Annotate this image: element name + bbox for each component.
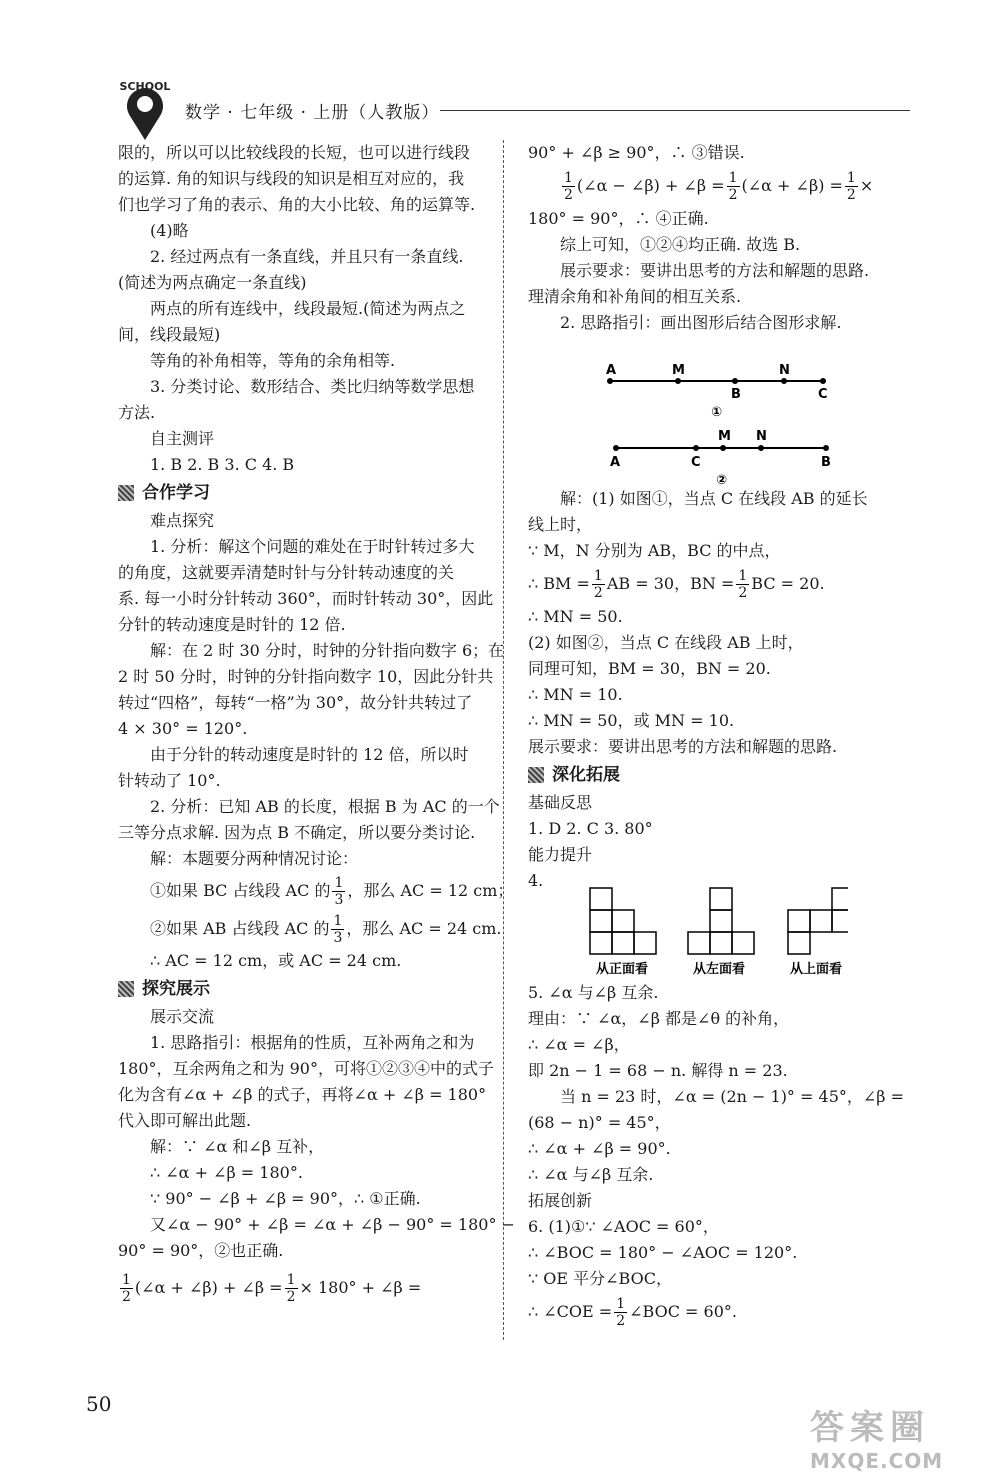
svg-text:C: C [691,455,701,470]
text-line: ∴ ∠α = ∠β， [528,1035,630,1054]
text-line: 2. 经过两点有一条直线，并且只有一条直线. [150,247,464,266]
text-line: 90° + ∠β ≥ 90°，∴ ③错误. [528,143,745,162]
text-line: ∴ ∠α + ∠β = 180°. [150,1163,303,1182]
svg-text:A: A [606,363,617,378]
text-line: 理清余角和补角间的相互关系. [528,287,742,306]
svg-text:M: M [718,429,731,444]
text-line: 6. (1)①∵ ∠AOC = 60°， [528,1217,719,1236]
text-line: ∴ MN = 50，或 MN = 10. [528,711,735,730]
view-label-front: 从正面看 [596,962,649,977]
text-line: ∴ ∠α + ∠β = 90°. [528,1139,671,1158]
text-line: 综上可知，①②④均正确. 故选 B. [560,235,801,254]
formula-line: ①如果 BC 占线段 AC 的 $\frac{1}{3}$ ，那么 AC = 12 cm； [150,875,514,908]
text-line: 解：(1) 如图①，当点 C 在线段 AB 的延长 [560,489,868,508]
section-marker-icon [118,485,134,501]
svg-text:①: ① [711,405,723,420]
text-line: 2 时 50 分时，时钟的分针指向数字 10，因此分针共 [118,667,494,686]
text-line: 线上时， [528,515,593,534]
section-heading-hezuo: 合作学习 [118,480,493,506]
text-line: 代入即可解出此题. [118,1111,252,1130]
subheading: 展示交流 [150,1007,215,1026]
text-line: 又∠α − 90° + ∠β = ∠α + ∠β − 90° = 180° − [150,1215,515,1234]
text-line: 4 × 30° = 120°. [118,719,248,738]
text-line: 的角度，这就要弄清楚时针与分针转动速度的关 [118,563,455,582]
text-line: 同理可知，BM = 30，BN = 20. [528,659,771,678]
subheading: 能力提升 [528,845,593,864]
fraction: $\frac{1}{2}$ [122,1272,131,1305]
left-column [118,140,515,1308]
subheading: 基础反思 [528,793,593,812]
text-line: 们也学习了角的表示、角的大小比较、角的运算等. [118,195,476,214]
text-line: 分针的转动速度是时针的 12 倍. [118,615,346,634]
text-line: 转过“四格”，每转“一格”为 30°，故分针共转过了 [118,693,473,712]
text-line: 的运算. 角的知识与线段的知识是相互对应的，我 [118,169,465,188]
text-line: ∴ ∠α 与∠β 互余. [528,1165,654,1184]
watermark: 答案圈 MXQE.COM [810,1408,944,1473]
text-line: 即 2n − 1 = 68 − n. 解得 n = 23. [528,1061,788,1080]
text-line: 90° = 90°，②也正确. [118,1241,284,1260]
text-line: 等角的补角相等，等角的余角相等. [150,351,396,370]
svg-text:A: A [610,455,621,470]
text-line: 2. 分析：已知 AB 的长度，根据 B 为 AC 的一个 [150,797,500,816]
text-line: 方法. [118,403,156,422]
text-line: 180°，互余两角之和为 90°，可将①②③④中的式子 [118,1059,494,1078]
text-line: 解：∵ ∠α 和∠β 互补， [150,1137,325,1156]
text-line: 4. [528,871,544,890]
text-line: ∴ MN = 10. [528,685,623,704]
answer-line: 1. B 2. B 3. C 4. B [150,455,295,474]
subheading: 难点探究 [150,511,215,530]
figure-1 [606,363,828,420]
text-line: ∴ ∠BOC = 180° − ∠AOC = 120°. [528,1243,798,1262]
header-title: 数学 · 七年级 · 上册（人教版） [185,103,440,123]
text-line: 当 n = 23 时，∠α = (2n − 1)° = 45°，∠β = [560,1087,905,1106]
subheading: 自主测评 [150,429,215,448]
text-line: 间，线段最短) [118,325,221,344]
formula-line: ∴ BM = $\frac{1}{2}$ AB = 30，BN = $\frac{1}{2}$ BC = 20. [528,568,825,601]
text-line: (68 − n)° = 45°， [528,1113,671,1132]
text-line: (简述为两点确定一条直线) [118,273,307,292]
text-line: ∵ 90° − ∠β + ∠β = 90°，∴ ①正确. [150,1189,421,1208]
svg-text:N: N [756,429,767,444]
svg-text:SCHOOL: SCHOOL [119,80,171,93]
left-view [688,888,754,954]
text-line: 1. 分析：解这个问题的难处在于时针转过多大 [150,537,475,556]
view-label-left: 从左面看 [693,962,746,977]
subheading: 拓展创新 [528,1191,593,1210]
formula-line: ∴ ∠COE = $\frac{1}{2}$ ∠BOC = 60°. [528,1296,737,1329]
top-view [788,888,848,954]
fraction: $\frac{1}{3}$ [333,913,343,946]
text-line: 系. 每一小时分针转动 360°，而时针转动 30°，因此 [118,589,494,608]
text-line: (4)略 [150,221,189,240]
text-line: 180° = 90°，∴ ④正确. [528,209,709,228]
formula-line: $\frac{1}{2}$ (∠α − ∠β) + ∠β = $\frac{1}{2}$ (∠α + ∠β) = $\frac{1}{2}$ × [564,170,874,203]
text-line: 由于分针的转动速度是时针的 12 倍，所以时 [150,745,469,764]
text-line: ∵ OE 平分∠BOC， [528,1269,672,1288]
text-line: ∴ AC = 12 cm，或 AC = 24 cm. [150,951,402,970]
svg-text:M: M [672,363,685,378]
text-line: 5. ∠α 与∠β 互余. [528,983,659,1002]
front-view [590,888,656,954]
svg-text:B: B [731,387,741,402]
text-line: 针转动了 10°. [118,771,221,790]
view-label-top: 从上面看 [790,962,843,977]
svg-text:②: ② [716,473,728,486]
text-line: 展示要求：要讲出思考的方法和解题的思路. [560,261,870,280]
text-line: 限的，所以可以比较线段的长短，也可以进行线段 [118,143,471,162]
fraction: $\frac{1}{2}$ [564,170,573,203]
svg-text:B: B [821,455,831,470]
text-line: 化为含有∠α + ∠β 的式子，再将∠α + ∠β = 180° [118,1085,487,1104]
formula-line: $\frac{1}{2}$ (∠α + ∠β) + ∠β = $\frac{1}{2}$ × 180° + ∠β = [122,1272,422,1305]
column-divider [503,140,504,1340]
section-marker-icon [528,767,544,783]
fraction: $\frac{1}{3}$ [334,875,344,908]
text-line: (2) 如图②，当点 C 在线段 AB 上时， [528,633,804,652]
text-line: 三等分点求解. 因为点 B 不确定，所以要分类讨论. [118,823,476,842]
formula-line: ②如果 AB 占线段 AC 的 $\frac{1}{3}$ ，那么 AC = 24 cm. [150,913,502,946]
svg-text:C: C [818,387,828,402]
text-line: 1. 思路指引：根据角的性质，互补两角之和为 [150,1033,475,1052]
answer-line: 1. D 2. C 3. 80° [528,819,653,838]
segment-figures [598,336,898,486]
fraction: $\frac{1}{2}$ [846,170,856,203]
fraction: $\frac{1}{2}$ [738,568,748,601]
text-line: 解：在 2 时 30 分时，时钟的分针指向数字 6；在 [150,641,505,660]
fraction: $\frac{1}{2}$ [728,170,738,203]
text-line: 两点的所有连线中，线段最短.(简述为两点之 [150,299,466,318]
page-header [110,78,910,148]
text-line: ∵ M，N 分别为 AB，BC 的中点， [528,541,781,560]
text-line: 解：本题要分两种情况讨论： [150,849,359,868]
text-line: 理由：∵ ∠α，∠β 都是∠θ 的补角， [528,1009,790,1028]
section-marker-icon [118,981,134,997]
three-views-figure [528,880,848,980]
right-column [528,140,918,1332]
figure-2 [610,429,831,486]
fraction: $\frac{1}{2}$ [593,568,603,601]
page-number: 50 [86,1392,112,1416]
fraction: $\frac{1}{2}$ [616,1296,626,1329]
school-logo [110,78,180,148]
section-heading-tanjiu: 探究展示 [118,976,493,1002]
text-line: 3. 分类讨论、数形结合、类比归纳等数学思想 [150,377,475,396]
section-heading-shenhua: 深化拓展 [528,762,918,788]
header-rule [440,110,910,111]
fraction: $\frac{1}{2}$ [286,1272,296,1305]
text-line: 展示要求：要讲出思考的方法和解题的思路. [528,737,838,756]
text-line: ∴ MN = 50. [528,607,623,626]
svg-text:N: N [779,363,790,378]
text-line: 2. 思路指引：画出图形后结合图形求解. [560,313,842,332]
